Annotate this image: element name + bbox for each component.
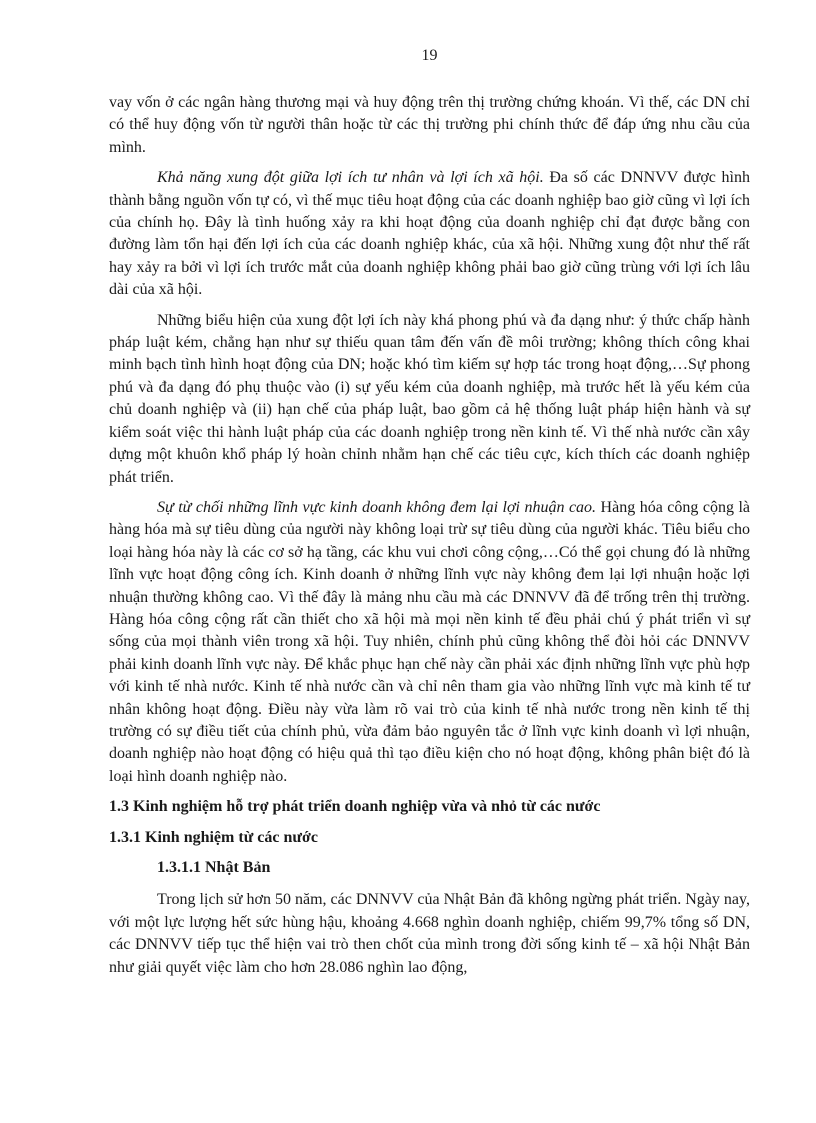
paragraph-japan (109, 889, 750, 979)
paragraph-conflict-manifestations (109, 310, 750, 489)
section-heading-1-3-1: 1.3.1 Kinh nghiệm từ các nước (109, 828, 318, 846)
paragraph-text: Những biểu hiện của xung đột lợi ích này khá phong phú và đa dạng như: ý thức chấp hành pháp luật kém, chẳng hạn như sự thiếu quan tâm đến vấn đề môi trường; không thích công khai minh bạch tình hình hoạt động của DN; hoặc khó tìm kiếm sự hợp tác trong hoạt động,…Sự phong phú và đa dạng đó phụ thuộc vào (i) sự yếu kém của doanh nghiệp, mà trước hết là yếu kém của chủ doanh nghiệp và (ii) hạn chế của pháp luật, bao gồm cả hệ thống luật pháp hiện hành và sự kiểm soát việc thi hành luật pháp của các doanh nghiệp trong nền kinh tế. Vì thế nhà nước cần xây dựng một khuôn khổ pháp lý hoàn chỉnh nhằm hạn chế các tiêu cực, kích thích các doanh nghiệp phát triển. (109, 311, 750, 486)
page-number: 19 (421, 47, 438, 64)
paragraph-text: vay vốn ở các ngân hàng thương mại và huy động trên thị trường chứng khoán. Vì thế, các DN chỉ có thể huy động vốn từ người thân hoặc từ các thị trường phi chính thức để đáp ứng nhu cầu của mình. (109, 94, 750, 156)
paragraph-text: Hàng hóa công cộng là hàng hóa mà sự tiêu dùng của người này không loại trừ sự tiêu dùng của người khác. Tiêu biểu cho loại hàng hóa này là các cơ sở hạ tầng, các khu vui chơi công cộng,…Có thể gọi chung đó là những lĩnh vực hoạt động công ích. Kinh doanh ở những lĩnh vực này không đem lại lợi nhuận hoặc lợi nhuận thường không cao. Vì thế đây là mảng nhu cầu mà các DNNVV đã để trống trên thị trường. Hàng hóa công cộng rất cần thiết cho xã hội mà mọi nền kinh tế đều phải chú ý phát triển vì sự sống của mọi thành viên trong xã hội. Tuy nhiên, chính phủ cũng không thể đòi hỏi các DNNVV phải kinh doanh lĩnh vực này. Để khắc phục hạn chế này cần phải xác định những lĩnh vực phù hợp với kinh tế nhà nước. Kinh tế nhà nước cần và chỉ nên tham gia vào những lĩnh vực mà kinh tế tư nhân không hoạt động. Điều này vừa làm rõ vai trò của kinh tế nhà nước trong nền kinh tế thị trường có sự điều tiết của chính phủ, vừa đảm bảo nguyên tắc ở lĩnh vực kinh doanh vì lợi nhuận, doanh nghiệp nào hoạt động có hiệu quả thì tạo điều kiện cho nó hoạt động, không phân biệt đó là loại hình doanh nghiệp nào. (109, 498, 751, 785)
paragraph-lead-italic: Sự từ chối những lĩnh vực kinh doanh không đem lại lợi nhuận cao. (157, 498, 597, 516)
paragraph-continued (109, 92, 750, 159)
paragraph-text: Đa số các DNNVV được hình thành bằng nguồn vốn tự có, vì thế mục tiêu hoạt động của các doanh nghiệp bao giờ cũng vì lợi ích của chính họ. Đây là tình huống xảy ra khi hoạt động của doanh nghiệp chỉ đạt được bằng con đường làm tổn hại đến lợi ích của các doanh nghiệp khác, của xã hội. Những xung đột như thế rất hay xảy ra bởi vì lợi ích trước mắt của doanh nghiệp không phải bao giờ cũng trùng với lợi ích lâu dài của xã hội. (109, 169, 750, 299)
paragraph-public-goods (109, 497, 750, 788)
paragraph-lead-italic: Khả năng xung đột giữa lợi ích tư nhân và lợi ích xã hội. (157, 169, 544, 187)
document-page (109, 46, 750, 987)
section-heading-1-3: 1.3 Kinh nghiệm hỗ trợ phát triển doanh nghiệp vừa và nhỏ từ các nước (109, 798, 601, 816)
paragraph-text: Trong lịch sử hơn 50 năm, các DNNVV của Nhật Bản đã không ngừng phát triển. Ngày nay, với một lực lượng hết sức hùng hậu, khoảng 4.668 nghìn doanh nghiệp, chiếm 99,7% tổng số DN, các DNNVV tiếp tục thể hiện vai trò then chốt của mình trong đời sống kinh tế – xã hội Nhật Bản như giải quyết việc làm cho hơn 28.086 nghìn lao động, (109, 891, 750, 976)
paragraph-conflict-of-interest (109, 167, 750, 301)
section-heading-1-3-1-1: 1.3.1.1 Nhật Bản (157, 859, 271, 876)
